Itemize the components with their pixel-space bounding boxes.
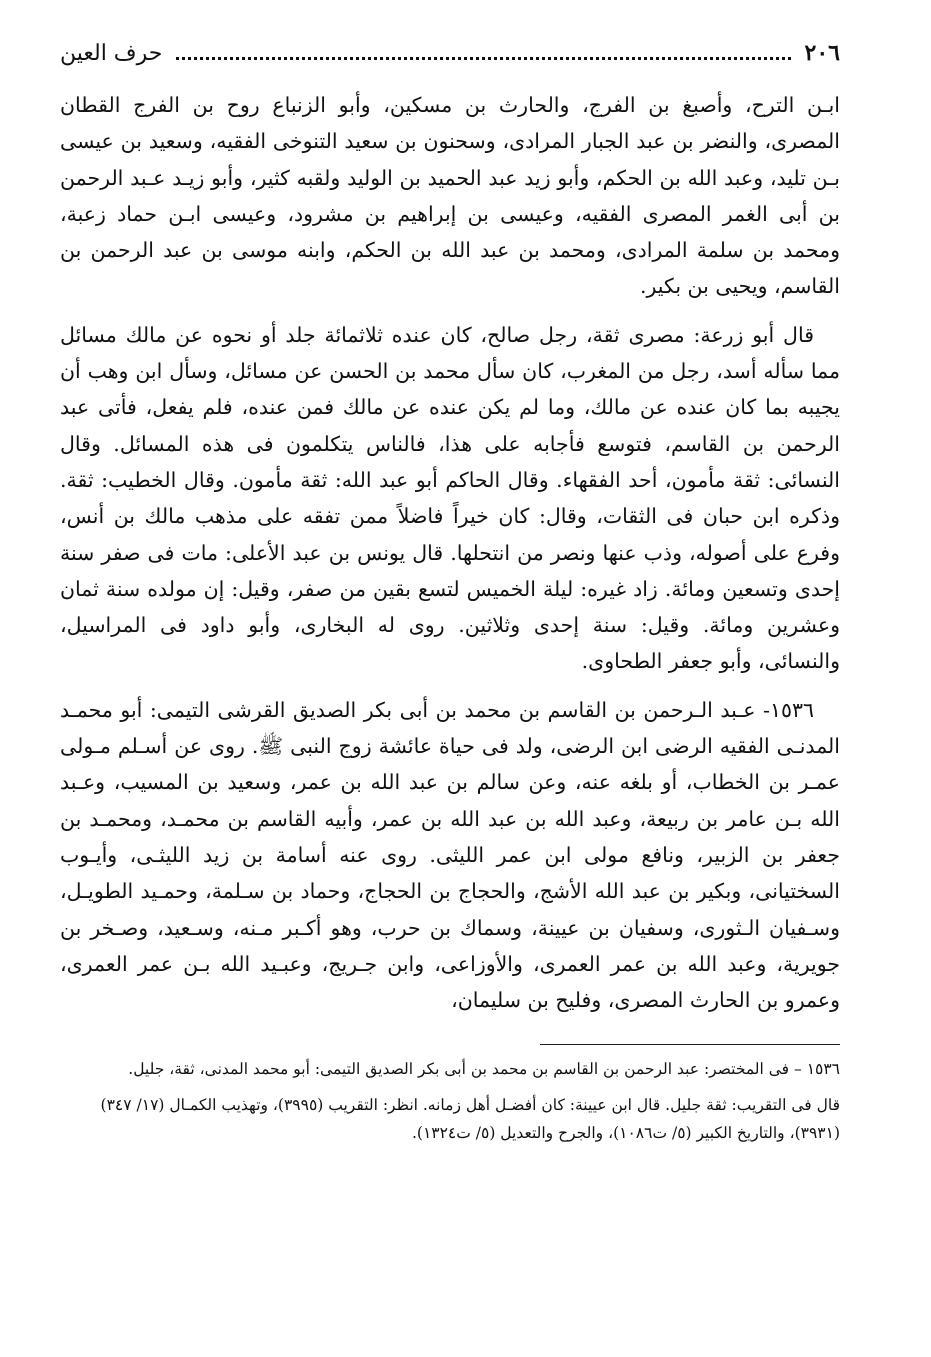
footnote-1536: ١٥٣٦ – فى المختصر: عبد الرحمن بن القاسم بن محمد بن أبى بكر الصديق التيمى: أبو محمد المدنى، ثقة، جليل. <box>128 1060 840 1079</box>
page-number: ٢٠٦ <box>804 40 840 66</box>
footnote-divider <box>540 1044 840 1045</box>
paragraph-evaluations: قال أبو زرعة: مصرى ثقة، رجل صالح، كان عنده ثلاثمائة جلد أو نحوه عن مالك مسائل مما سأله أسد، رجل من المغرب، كان سأل محمد بن الحسن عن مسائل، وسأل ابن وهب أن يجيبه بما كان عنده عن مالك، وما لم يكن عنده عن مالك فمن عنده، فلم يفعل، فأتى عبد الرحمن بن القاسم، فتوسع فأجابه على هذا، فالناس يتكلمون فى هذه المسائل. وقال النسائى: ثقة مأمون، أحد الفقهاء. وقال الحاكم أبو عبد الله: ثقة مأمون. وقال الخطيب: ثقة. وذكره ابن حبان فى الثقات، وقال: كان خيراً فاضلاً ممن تفقه على مذهب مالك بن أنس، وفرع على أصوله، وذب عنها ونصر من انتحلها. قال يونس بن عبد الأعلى: مات فى صفر سنة إحدى وتسعين ومائة. زاد غيره: ليلة الخميس لتسع بقين من صفر، وقيل: إن مولده سنة ثمان وعشرين ومائة. وقيل: سنة إحدى وثلاثين. روى له البخارى، وأبو داود فى المراسيل، والنسائى، وأبو جعفر الطحاوى. <box>60 322 840 674</box>
paragraph-entry-1536: ١٥٣٦- عـبد الـرحمن بن القاسم بن محمد بن أبى بكر الصديق القرشى التيمى: أبو محمـد المدنـى الفقيه الرضى ابن الرضى، ولد فى حياة عائشة زوج النبى ﷺ. روى عن أسـلم مـولى عمـر بن الخطاب، أو بلغه عنه، وعن سالم بن عبد الله بن عمر، وسعيد بن المسيب، وعـبد الله بـن عامر بن ربيعة، وعبد الله بن عبد الله بن عمر، وأبيه القاسم بن محمـد، ومحمـد بن جعفر بن الزبير، ونافع مولى ابن عمر الليثى. روى عنه أسامة بن زيد الليثـى، وأيـوب السختيانى، وبكير بن عبد الله الأشج، والحجاج بن الحجاج، وحماد بن سـلمة، وحمـيد الطويـل، وسـفيان الـثورى، وسفيان بن عيينة، وسماك بن حرب، وهو أكـبر مـنه، وسـعيد، وصـخر بن جويرية، وعبد الله بن عمر العمرى، والأوزاعى، وابن جـريج، وعبـيد الله بـن عمر العمرى، وعمرو بن الحارث المصرى، وفليح بن سليمان، <box>60 697 840 1013</box>
header-dotted-leader <box>176 45 790 60</box>
footnote-1536-references: قال فى التقريب: ثقة جليل. قال ابن عيينة: كان أفضـل أهل زمانه. انظر: التقريب (٣٩٩٥)، وتهذيب الكمـال (١٧/ ٣٤٧) (٣٩٣١)، والتاريخ الكبير (٥/ ت١٠٨٦)، والجرح والتعديل (٥/ ت١٣٢٤). <box>100 1096 840 1143</box>
footnotes <box>60 1055 840 1147</box>
page-header <box>60 40 840 81</box>
main-text <box>60 87 840 1018</box>
running-title: حرف العين <box>60 41 163 66</box>
book-page <box>60 40 840 1340</box>
paragraph-narrators-list: ابـن الترح، وأصبغ بن الفرج، والحارث بن مسكين، وأبو الزنباع روح بن الفرج القطان المصرى، والنضر بن عبد الجبار المرادى، وسحنون بن سعيد التنوخى الفقيه، وسعيد بن عيسى بـن تليد، وعبد الله بن الحكم، وأبو زيد عبد الحميد بن الوليد ولقبه كثير، وأبو زيـد عـبد الرحمن بن أبى الغمر المصرى الفقيه، وعيسى بن إبراهيم بن مشرود، وعيسى ابـن حماد زعبة، ومحمد بن سلمة المرادى، ومحمد بن عبد الله بن الحكم، وابنه موسى بن عبد الرحمن بن القاسم، ويحيى بن بكير. <box>60 93 840 299</box>
